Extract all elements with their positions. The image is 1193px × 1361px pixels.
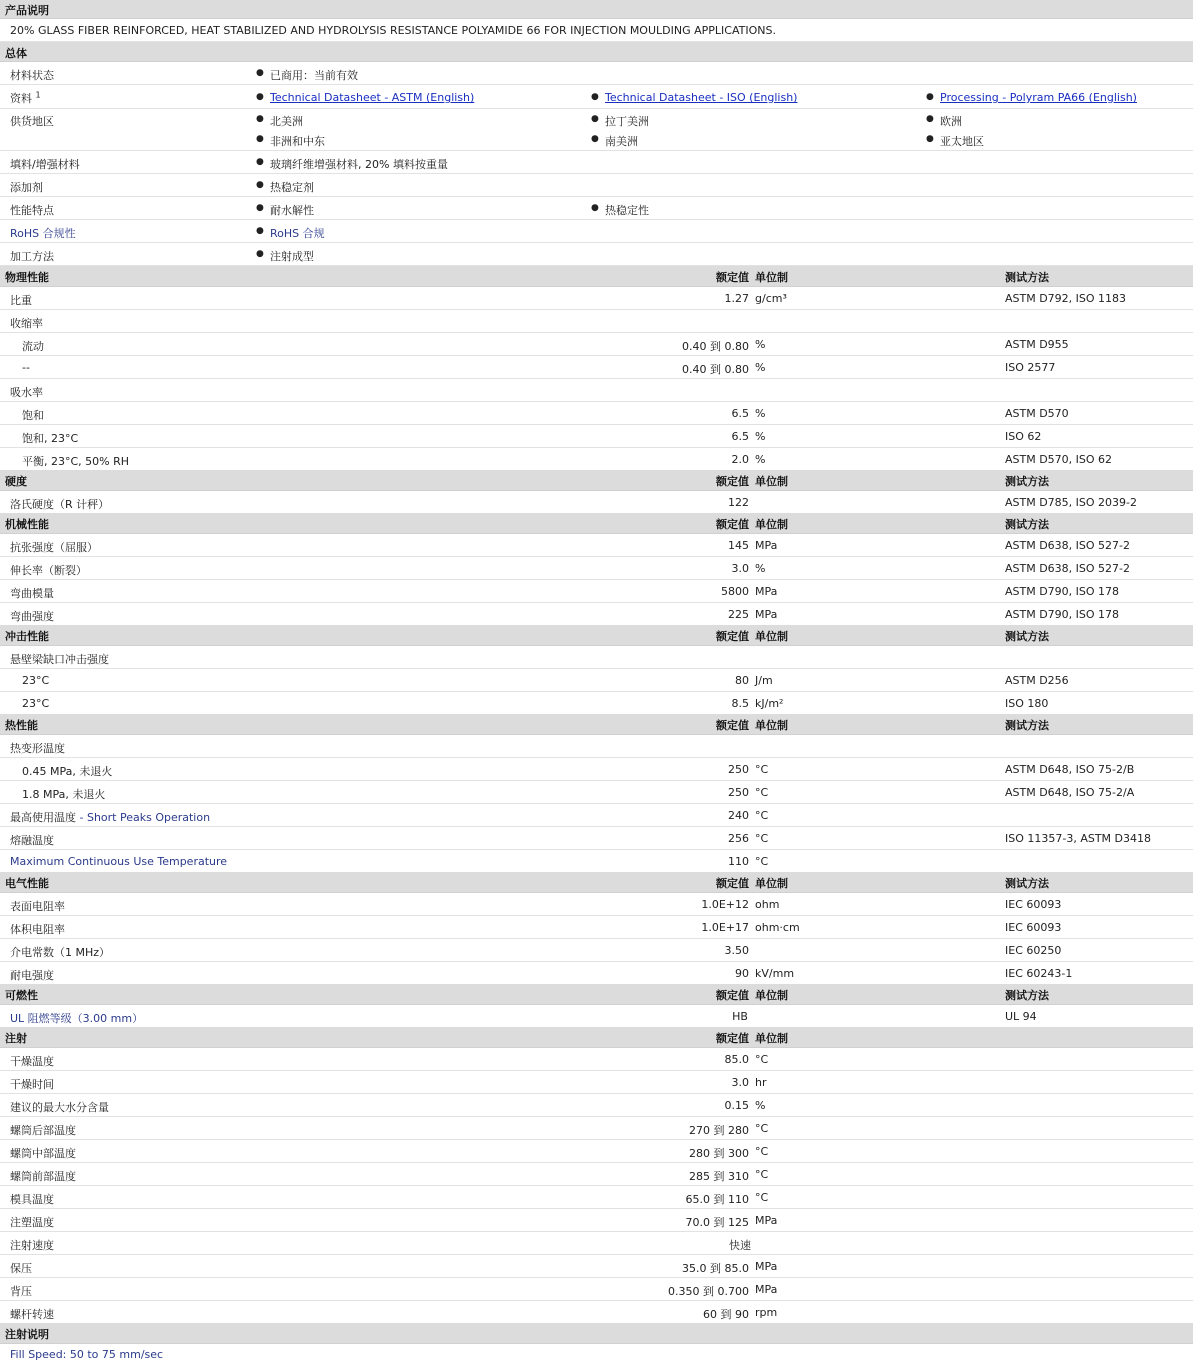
property-value: 1.0E+12 [701,898,749,911]
section-title: 物理性能 [5,271,49,284]
column-header-method: 测试方法 [1005,630,1049,643]
value: 玻璃纤维增强材料, 20% 填料按重量 [270,158,448,171]
bullet-icon: ● [256,157,264,167]
row-material-status [0,62,1193,85]
property-value: 240 [728,809,749,822]
property-row [0,893,1193,916]
property-test-method: ASTM D256 [1005,674,1069,687]
row-documents [0,85,1193,109]
property-row [0,735,1193,758]
property-value: HB [732,1010,748,1023]
property-row [0,1071,1193,1094]
region: 北美洲 [270,115,303,128]
link-processing[interactable]: Processing - Polyram PA66 (English) [940,91,1137,104]
section-title: 电气性能 [5,877,49,890]
property-label: 饱和 [22,409,44,422]
column-header-unit: 单位制 [755,475,788,488]
property-label: 吸水率 [10,386,43,399]
property-row [0,1005,1193,1028]
property-unit: MPa [755,1283,778,1296]
property-row [0,1117,1193,1140]
property-row [0,310,1193,333]
column-header-nominal: 额定值 [716,271,749,284]
section-header-thermal [0,714,1193,735]
property-label: 表面电阻率 [10,900,65,913]
section-title: 机械性能 [5,518,49,531]
section-title: 产品说明 [5,4,49,17]
property-label: 1.8 MPa, 未退火 [22,788,106,801]
property-value: 6.5 [731,407,749,420]
property-test-method: ASTM D638, ISO 527-2 [1005,539,1131,552]
property-unit: % [755,407,766,420]
property-label: 比重 [10,294,32,307]
value: 热稳定剂 [270,181,314,194]
property-unit: kV/mm [755,967,795,980]
region: 非洲和中东 [270,135,325,148]
bullet-icon: ● [591,203,599,213]
property-row [0,1186,1193,1209]
property-row [0,1094,1193,1117]
property-value: 0.40 到 0.80 [682,340,749,353]
column-header-unit: 单位制 [755,630,788,643]
property-row [0,1232,1193,1255]
property-unit: °C [755,763,769,776]
column-header-method: 测试方法 [1005,989,1049,1002]
property-label: Maximum Continuous Use Temperature [10,855,228,868]
property-row [0,1048,1193,1071]
column-header-method: 测试方法 [1005,719,1049,732]
property-label: 耐电强度 [10,969,54,982]
column-header-unit: 单位制 [755,1032,788,1045]
column-header-unit: 单位制 [755,518,788,531]
property-test-method: ASTM D648, ISO 75-2/A [1005,786,1135,799]
property-value: 250 [728,786,749,799]
property-test-method: ASTM D648, ISO 75-2/B [1005,763,1135,776]
property-unit: MPa [755,608,778,621]
column-header-method: 测试方法 [1005,271,1049,284]
description-row [0,19,1193,42]
property-value: 285 到 310 [689,1170,749,1183]
property-row [0,939,1193,962]
property-row [0,534,1193,557]
property-test-method: ISO 11357-3, ASTM D3418 [1005,832,1152,845]
property-test-method: ASTM D955 [1005,338,1069,351]
property-test-method: ISO 62 [1005,430,1042,443]
column-header-nominal: 额定值 [716,518,749,531]
column-header-nominal: 额定值 [716,630,749,643]
property-row [0,850,1193,873]
property-label: 模具温度 [10,1193,54,1206]
property-value: 280 到 300 [689,1147,749,1160]
property-test-method: UL 94 [1005,1010,1037,1023]
property-value: 快速 [729,1239,751,1252]
property-value: 3.0 [731,562,749,575]
property-row [0,557,1193,580]
property-value: 110 [728,855,749,868]
section-header-general [0,42,1193,62]
property-row [0,1255,1193,1278]
property-value: 0.15 [724,1099,749,1112]
section-header-impact [0,625,1193,646]
row-features [0,197,1193,220]
property-value: 3.0 [731,1076,749,1089]
section-title: 注射说明 [5,1328,49,1341]
bullet-icon: ● [926,134,934,144]
section-header-injection [0,1027,1193,1048]
property-value: 85.0 [724,1053,749,1066]
property-unit: °C [755,1191,769,1204]
property-label: 注塑温度 [10,1216,54,1229]
property-value: 90 [735,967,749,980]
property-unit: % [755,430,766,443]
property-label: 熔融温度 [10,834,54,847]
property-test-method: IEC 60250 [1005,944,1062,957]
property-value: 122 [728,496,749,509]
section-header-hardness [0,470,1193,491]
property-label: 注射速度 [10,1239,54,1252]
property-test-method: ASTM D570, ISO 62 [1005,453,1113,466]
value: 注射成型 [270,250,314,263]
injection-notes-text: Fill Speed: 50 to 75 mm/sec [10,1348,164,1361]
property-label: 体积电阻率 [10,923,65,936]
property-row [0,1140,1193,1163]
property-value: 250 [728,763,749,776]
property-unit: MPa [755,539,778,552]
property-label: 最高使用温度 [10,811,76,824]
property-value: 145 [728,539,749,552]
property-row [0,1278,1193,1301]
property-label: 介电常数（1 MHz） [10,946,111,959]
property-value: 2.0 [731,453,749,466]
property-row [0,962,1193,985]
property-value: 8.5 [731,697,749,710]
property-row [0,692,1193,715]
property-label: 螺筒前部温度 [10,1170,76,1183]
property-label: 螺筒后部温度 [10,1124,76,1137]
section-header-electrical [0,872,1193,893]
property-row [0,1209,1193,1232]
column-header-nominal: 额定值 [716,475,749,488]
section-header-physical [0,266,1193,287]
property-unit: % [755,361,766,374]
property-label: 平衡, 23°C, 50% RH [22,455,130,468]
property-unit: °C [755,1122,769,1135]
property-test-method: ASTM D785, ISO 2039-2 [1005,496,1138,509]
column-header-method: 测试方法 [1005,518,1049,531]
property-unit: ohm [755,898,780,911]
property-unit: hr [755,1076,767,1089]
property-test-method: IEC 60093 [1005,921,1062,934]
bullet-icon: ● [256,92,264,102]
property-row [0,781,1193,804]
property-row [0,804,1193,827]
section-title: 硬度 [5,475,27,488]
property-unit: J/m [755,674,773,687]
property-value: 70.0 到 125 [685,1216,749,1229]
property-label: 伸长率（断裂） [10,564,87,577]
section-header-flammability [0,984,1193,1005]
column-header-nominal: 额定值 [716,1032,749,1045]
property-unit: MPa [755,1214,778,1227]
property-row [0,758,1193,781]
label: 资料 $^1$ [10,90,41,105]
property-row [0,1163,1193,1186]
property-row [0,333,1193,356]
property-row [0,402,1193,425]
property-test-method: ASTM D570 [1005,407,1069,420]
property-row [0,491,1193,514]
bullet-icon: ● [591,114,599,124]
property-value: 1.0E+17 [701,921,749,934]
property-unit: MPa [755,585,778,598]
label: 材料状态 [10,69,54,82]
property-label: 干燥时间 [10,1078,54,1091]
property-label: 弯曲模量 [10,587,54,600]
property-label: 流动 [22,340,44,353]
region: 南美洲 [605,135,638,148]
injection-notes-row [0,1344,1193,1361]
property-label: 热变形温度 [10,742,65,755]
property-unit: °C [755,832,769,845]
property-test-method: ASTM D790, ISO 178 [1005,608,1120,621]
property-value: 1.27 [724,292,749,305]
bullet-icon: ● [256,180,264,190]
section-header-description [0,0,1193,19]
property-unit: °C [755,1145,769,1158]
property-unit: % [755,453,766,466]
description-text: 20% GLASS FIBER REINFORCED, HEAT STABILIZED AND HYDROLYSIS RESISTANCE POLYAMIDE 66 FOR INJECTION MOULDING APPLICATIONS. [10,24,776,37]
property-unit: MPa [755,1260,778,1273]
property-label: 悬壁梁缺口冲击强度 [10,653,109,666]
property-value: 35.0 到 85.0 [682,1262,749,1275]
property-value: 256 [728,832,749,845]
bullet-icon: ● [256,134,264,144]
column-header-nominal: 额定值 [716,989,749,1002]
property-label: 保压 [10,1262,32,1275]
property-value: 5800 [721,585,749,598]
property-value: 225 [728,608,749,621]
property-unit: % [755,338,766,351]
property-label: 螺筒中部温度 [10,1147,76,1160]
section-header-inj_notes [0,1323,1193,1344]
property-unit: rpm [755,1306,778,1319]
property-label: -- [22,361,30,374]
property-label: 23°C [22,697,50,710]
bullet-icon: ● [926,92,934,102]
label: RoHS 合规性 [10,227,76,240]
bullet-icon: ● [256,203,264,213]
property-label: 干燥温度 [10,1055,54,1068]
section-title: 可燃性 [5,989,38,1002]
property-label-extra: - Short Peaks Operation [76,811,211,824]
property-row [0,1301,1193,1324]
property-row [0,646,1193,669]
label: 填料/增强材料 [10,158,80,171]
property-unit: °C [755,855,769,868]
property-row [0,287,1193,310]
property-value: 0.350 到 0.700 [668,1285,749,1298]
property-unit: g/cm³ [755,292,787,305]
property-label: 0.45 MPa, 未退火 [22,765,113,778]
property-row [0,916,1193,939]
section-title: 总体 [5,47,27,60]
property-unit: °C [755,809,769,822]
property-label-group [10,809,210,825]
column-header-unit: 单位制 [755,877,788,890]
label: 性能特点 [10,204,54,217]
property-value: 65.0 到 110 [685,1193,749,1206]
footnote-sup: 1 [35,90,41,100]
label: 供货地区 [10,115,54,128]
column-header-nominal: 额定值 [716,719,749,732]
bullet-icon: ● [591,92,599,102]
property-unit: % [755,562,766,575]
column-header-unit: 单位制 [755,719,788,732]
bullet-icon: ● [256,249,264,259]
region: 欧洲 [940,115,962,128]
bullet-icon: ● [256,68,264,78]
row-regions [0,109,1193,151]
region: 亚太地区 [940,135,984,148]
column-header-method: 测试方法 [1005,877,1049,890]
property-row [0,827,1193,850]
property-label: 建议的最大水分含量 [10,1101,109,1114]
row-rohs [0,220,1193,243]
row-filler [0,151,1193,174]
value: 已商用：当前有效 [270,69,358,82]
property-row [0,379,1193,402]
section-title: 热性能 [5,719,38,732]
bullet-icon: ● [591,134,599,144]
link-datasheet-iso[interactable]: Technical Datasheet - ISO (English) [605,91,798,104]
property-value: 60 到 90 [703,1308,749,1321]
property-test-method: ASTM D790, ISO 178 [1005,585,1120,598]
property-unit: ohm·cm [755,921,800,934]
section-header-mechanical [0,513,1193,534]
property-unit: °C [755,1053,769,1066]
row-additive [0,174,1193,197]
column-header-method: 测试方法 [1005,475,1049,488]
section-title: 冲击性能 [5,630,49,643]
column-header-unit: 单位制 [755,271,788,284]
column-header-unit: 单位制 [755,989,788,1002]
property-test-method: IEC 60243-1 [1005,967,1073,980]
section-title: 注射 [5,1032,27,1045]
property-test-method: ISO 2577 [1005,361,1056,374]
property-row [0,603,1193,626]
property-test-method: ASTM D792, ISO 1183 [1005,292,1127,305]
value: 耐水解性 [270,204,314,217]
value: RoHS 合规 [270,227,325,240]
row-processing-method [0,243,1193,266]
property-row [0,356,1193,379]
property-label: 饱和, 23°C [22,432,79,445]
property-value: 270 到 280 [689,1124,749,1137]
property-value: 6.5 [731,430,749,443]
property-value: 3.50 [724,944,749,957]
property-test-method: ISO 180 [1005,697,1049,710]
label: 加工方法 [10,250,54,263]
bullet-icon: ● [256,114,264,124]
property-test-method: IEC 60093 [1005,898,1062,911]
bullet-icon: ● [926,114,934,124]
property-row [0,425,1193,448]
property-label: 弯曲强度 [10,610,54,623]
property-label: 螺杆转速 [10,1308,54,1321]
link-datasheet-astm[interactable]: Technical Datasheet - ASTM (English) [270,91,475,104]
property-unit: °C [755,786,769,799]
property-test-method: ASTM D638, ISO 527-2 [1005,562,1131,575]
property-row [0,580,1193,603]
property-label: UL 阻燃等级（3.00 mm） [10,1012,144,1025]
region: 拉丁美洲 [605,115,649,128]
property-label: 23°C [22,674,50,687]
property-row [0,669,1193,692]
property-unit: % [755,1099,766,1112]
property-value: 0.40 到 0.80 [682,363,749,376]
bullet-icon: ● [256,226,264,236]
label: 添加剂 [10,181,43,194]
property-label: 洛氏硬度（R 计秤） [10,498,110,511]
property-label: 收缩率 [10,317,43,330]
property-row [0,448,1193,471]
column-header-nominal: 额定值 [716,877,749,890]
property-unit: kJ/m² [755,697,784,710]
value: 热稳定性 [605,204,649,217]
property-unit: °C [755,1168,769,1181]
property-label: 背压 [10,1285,32,1298]
property-label: 抗张强度（屈服） [10,541,98,554]
property-value: 80 [735,674,749,687]
